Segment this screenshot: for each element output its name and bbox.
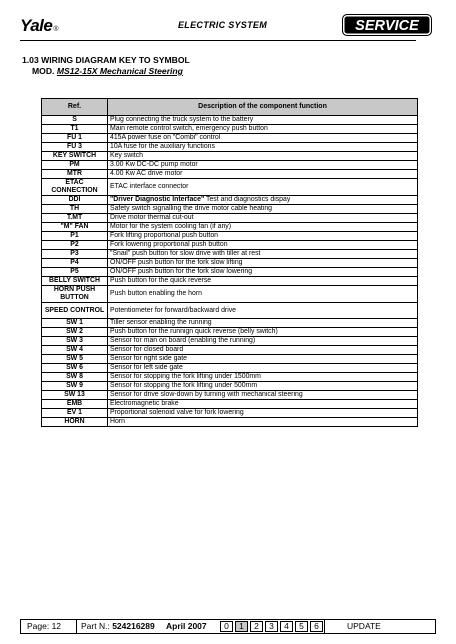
- description-cell: "Snail" push button for slow drive with tiller at rest: [108, 250, 418, 259]
- ref-cell: DDI: [42, 196, 108, 205]
- brand-mark: ®: [53, 26, 59, 33]
- description-cell: 415A power fuse on "Combi" control: [108, 134, 418, 143]
- ref-cell: HORN: [42, 418, 108, 427]
- page-number: Page: 12: [27, 621, 62, 631]
- ref-cell: TH: [42, 205, 108, 214]
- description-cell: Safety switch signalling the drive motor cable heating: [108, 205, 418, 214]
- ref-cell: SW 2: [42, 328, 108, 337]
- description-cell: [108, 196, 418, 205]
- description-cell: 4.00 Kw AC drive motor: [108, 170, 418, 179]
- table-row: [42, 250, 418, 259]
- table-row: [42, 179, 418, 196]
- table-row: [42, 303, 418, 319]
- ref-cell: EMB: [42, 400, 108, 409]
- ref-cell: SW 13: [42, 391, 108, 400]
- revision-box: 4: [280, 621, 293, 632]
- document-heading: 1.03 WIRING DIAGRAM KEY TO SYMBOL: [22, 55, 190, 65]
- ref-cell: P5: [42, 268, 108, 277]
- table-row: [42, 364, 418, 373]
- ref-cell: SPEED CONTROL: [42, 303, 108, 319]
- description-cell: 3.00 Kw DC-DC pump motor: [108, 161, 418, 170]
- table-row: [42, 355, 418, 364]
- description-cell: ETAC interface connector: [108, 179, 418, 196]
- revision-box: 5: [295, 621, 308, 632]
- table-row: [42, 391, 418, 400]
- table-row: [42, 214, 418, 223]
- model-prefix: MOD.: [32, 66, 57, 76]
- ref-cell: P1: [42, 232, 108, 241]
- ref-cell: T.MT: [42, 214, 108, 223]
- section-title: ELECTRIC SYSTEM: [178, 20, 268, 30]
- publication-date: April 2007: [166, 621, 207, 631]
- table-row: [42, 232, 418, 241]
- ref-cell: EV 1: [42, 409, 108, 418]
- ref-cell: P2: [42, 241, 108, 250]
- ref-cell: ETAC CONNECTION: [42, 179, 108, 196]
- revision-box: 0: [220, 621, 233, 632]
- ref-cell: FU 1: [42, 134, 108, 143]
- table-row: [42, 205, 418, 214]
- ref-cell: T1: [42, 125, 108, 134]
- wiring-key-table: [41, 98, 418, 427]
- part-number-label: Part N.:: [81, 621, 113, 631]
- table-row: [42, 259, 418, 268]
- ref-cell: S: [42, 116, 108, 125]
- table-row: [42, 400, 418, 409]
- column-header-description: Description of the component function: [108, 99, 418, 116]
- ref-cell: SW 3: [42, 337, 108, 346]
- description-cell: Sensor for closed board: [108, 346, 418, 355]
- service-badge: SERVICE: [342, 14, 432, 36]
- description-cell: Sensor for right side gate: [108, 355, 418, 364]
- description-cell: Sensor for left side gate: [108, 364, 418, 373]
- table-row: [42, 223, 418, 232]
- part-number-value: 524216289: [112, 621, 155, 631]
- ref-cell: "M" FAN: [42, 223, 108, 232]
- update-label: UPDATE: [347, 621, 381, 631]
- description-cell: Sensor for man on board (enabling the running): [108, 337, 418, 346]
- table-row: [42, 319, 418, 328]
- description-cell: Push button enabling the horn: [108, 286, 418, 303]
- table-row: [42, 337, 418, 346]
- revision-box: 3: [265, 621, 278, 632]
- footer-divider: [324, 620, 325, 633]
- table-row: [42, 134, 418, 143]
- table-row: [42, 268, 418, 277]
- table-row: [42, 170, 418, 179]
- table-row: [42, 373, 418, 382]
- table-row: [42, 277, 418, 286]
- description-emphasis: "Driver Diagnostic Interface": [110, 196, 205, 203]
- ref-cell: HORN PUSH BUTTON: [42, 286, 108, 303]
- description-cell: Tiller sensor enabling the running: [108, 319, 418, 328]
- description-cell: Sensor for stopping the fork lifting under 500mm: [108, 382, 418, 391]
- ref-cell: SW 5: [42, 355, 108, 364]
- part-number: [81, 620, 155, 633]
- description-cell: Key switch: [108, 152, 418, 161]
- description-cell: Potentiometer for forward/backward drive: [108, 303, 418, 319]
- table-row: [42, 143, 418, 152]
- table-row: [42, 241, 418, 250]
- page-header: [20, 14, 440, 38]
- ref-cell: PM: [42, 161, 108, 170]
- description-cell: Fork lowering proportional push button: [108, 241, 418, 250]
- table-row: [42, 418, 418, 427]
- table-row: [42, 328, 418, 337]
- table-row: [42, 116, 418, 125]
- revision-box: 6: [310, 621, 323, 632]
- description-cell: Main remote control switch, emergency push button: [108, 125, 418, 134]
- table-row: [42, 346, 418, 355]
- ref-cell: SW 4: [42, 346, 108, 355]
- ref-cell: P3: [42, 250, 108, 259]
- page-footer: [20, 619, 436, 634]
- description-cell: Sensor for stopping the fork lifting under 1500mm: [108, 373, 418, 382]
- description-cell: ON/OFF push button for the fork slow lifting: [108, 259, 418, 268]
- description-cell: Push button for the runnign quick reverse (belly switch): [108, 328, 418, 337]
- table-row: [42, 409, 418, 418]
- model-subheading: [32, 66, 183, 77]
- ref-cell: SW 9: [42, 382, 108, 391]
- description-cell: 10A fuse for the auxiliary functions: [108, 143, 418, 152]
- table-body: [42, 116, 418, 427]
- table-row: [42, 125, 418, 134]
- description-cell: ON/OFF push button for the fork slow lowering: [108, 268, 418, 277]
- description-cell: Fork lifting proportional push button: [108, 232, 418, 241]
- table-row: [42, 161, 418, 170]
- table-header-row: [42, 99, 418, 116]
- yale-logo: [20, 16, 58, 36]
- ref-cell: KEY SWITCH: [42, 152, 108, 161]
- description-cell: Motor for the system cooling fan (if any): [108, 223, 418, 232]
- table-row: [42, 196, 418, 205]
- table-row: [42, 286, 418, 303]
- table-row: [42, 152, 418, 161]
- footer-divider: [76, 620, 77, 633]
- ref-cell: BELLY SWITCH: [42, 277, 108, 286]
- brand-name: Yale: [20, 16, 53, 35]
- description-cell: Drive motor thermal cut-out: [108, 214, 418, 223]
- description-cell: Proportional solenoid valve for fork lowering: [108, 409, 418, 418]
- model-name: MS12-15X Mechanical Steering: [56, 66, 183, 76]
- column-header-ref: Ref.: [42, 99, 108, 116]
- ref-cell: P4: [42, 259, 108, 268]
- ref-cell: SW 8: [42, 373, 108, 382]
- ref-cell: MTR: [42, 170, 108, 179]
- description-text: Test and diagnostics dispay: [204, 196, 291, 203]
- revision-box: 1: [235, 621, 248, 632]
- ref-cell: SW 1: [42, 319, 108, 328]
- ref-cell: SW 6: [42, 364, 108, 373]
- description-cell: Push button for the quick reverse: [108, 277, 418, 286]
- ref-cell: FU 3: [42, 143, 108, 152]
- description-cell: Sensor for drive slow-down by turning with mechanical steering: [108, 391, 418, 400]
- header-divider: [20, 40, 416, 41]
- description-cell: Electromagnetic brake: [108, 400, 418, 409]
- description-cell: Plug connecting the truck system to the battery: [108, 116, 418, 125]
- revision-box: 2: [250, 621, 263, 632]
- description-cell: Horn: [108, 418, 418, 427]
- table-row: [42, 382, 418, 391]
